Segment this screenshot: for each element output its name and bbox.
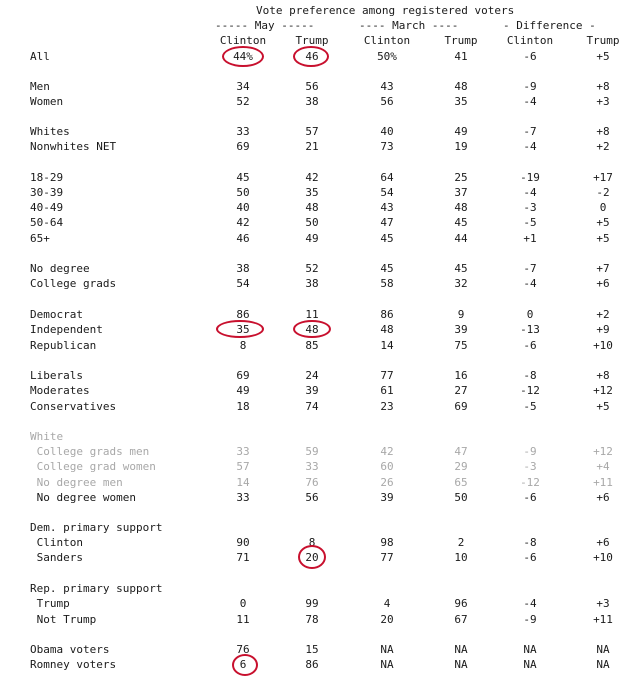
table-cell: 46 [305, 50, 319, 63]
table-cell: 38 [305, 277, 319, 290]
table-cell: 46 [236, 232, 250, 245]
table-cell: 54 [236, 277, 250, 290]
table-cell: 33 [236, 445, 250, 458]
table-cell: -2 [596, 186, 610, 199]
table-cell: 16 [454, 369, 468, 382]
table-cell: -5 [523, 400, 537, 413]
table-cell: -4 [523, 597, 537, 610]
table-cell: -8 [523, 536, 537, 549]
table-cell: 64 [380, 171, 394, 184]
table-cell: 40 [236, 201, 250, 214]
table-cell: +3 [596, 597, 610, 610]
table-cell: 44% [233, 50, 253, 63]
table-cell: +10 [593, 551, 613, 564]
table-cell: 23 [380, 400, 394, 413]
table-cell: 26 [380, 476, 394, 489]
table-cell: 0 [526, 308, 534, 321]
table-cell: 40 [380, 125, 394, 138]
table-cell: 8 [239, 339, 247, 352]
row-label: Conservatives [30, 400, 117, 413]
table-cell: 39 [380, 491, 394, 504]
table-cell: 38 [236, 262, 250, 275]
row-label: Liberals [30, 369, 83, 382]
table-cell: 19 [454, 140, 468, 153]
table-cell: -6 [523, 551, 537, 564]
table-cell: 35 [305, 186, 319, 199]
table-cell: +9 [596, 323, 610, 336]
table-cell: 4 [383, 597, 391, 610]
table-cell: -4 [523, 186, 537, 199]
table-cell: 48 [380, 323, 394, 336]
table-cell: 77 [380, 369, 394, 382]
table-cell: 11 [236, 613, 250, 626]
table-cell: +12 [593, 384, 613, 397]
table-cell: 27 [454, 384, 468, 397]
table-cell: 56 [305, 491, 319, 504]
table-cell: 50 [236, 186, 250, 199]
table-cell: 10 [454, 551, 468, 564]
col-header-may-trump: Trump [295, 34, 329, 47]
table-cell: 90 [236, 536, 250, 549]
table-cell: 85 [305, 339, 319, 352]
table-cell: NA [454, 643, 468, 656]
table-cell: NA [454, 658, 468, 671]
table-cell: 34 [236, 80, 250, 93]
row-label: Rep. primary support [30, 582, 163, 595]
table-cell: -6 [523, 339, 537, 352]
table-cell: 35 [454, 95, 468, 108]
table-cell: 0 [599, 201, 607, 214]
table-cell: 0 [239, 597, 247, 610]
table-cell: 39 [454, 323, 468, 336]
table-cell: 14 [236, 476, 250, 489]
table-cell: 42 [236, 216, 250, 229]
table-cell: 35 [236, 323, 250, 336]
row-label: 18-29 [30, 171, 64, 184]
table-cell: 20 [305, 551, 319, 564]
table-cell: 59 [305, 445, 319, 458]
table-cell: 20 [380, 613, 394, 626]
table-cell: NA [380, 643, 394, 656]
table-cell: 48 [305, 323, 319, 336]
table-cell: 86 [305, 658, 319, 671]
table-cell: 44 [454, 232, 468, 245]
table-cell: -7 [523, 262, 537, 275]
table-cell: 57 [305, 125, 319, 138]
circle-annotation [293, 320, 331, 338]
group-header-march: ---- March ---- [359, 19, 459, 32]
table-cell: +2 [596, 140, 610, 153]
table-cell: 21 [305, 140, 319, 153]
table-cell: 98 [380, 536, 394, 549]
table-cell: 43 [380, 201, 394, 214]
table-cell: 99 [305, 597, 319, 610]
table-cell: 8 [308, 536, 316, 549]
table-cell: -9 [523, 613, 537, 626]
row-label: Moderates [30, 384, 90, 397]
table-cell: +6 [596, 277, 610, 290]
row-label: Sanders [30, 551, 83, 564]
col-header-diff-clinton: Clinton [506, 34, 554, 47]
table-cell: 69 [454, 400, 468, 413]
table-cell: 50% [377, 50, 397, 63]
table-cell: 48 [454, 201, 468, 214]
table-cell: 56 [380, 95, 394, 108]
table-cell: +12 [593, 445, 613, 458]
group-header-may: ----- May ----- [215, 19, 315, 32]
table-cell: -13 [520, 323, 540, 336]
table-cell: 39 [305, 384, 319, 397]
table-cell: 37 [454, 186, 468, 199]
circle-annotation [293, 46, 329, 67]
row-label: Republican [30, 339, 97, 352]
table-cell: 61 [380, 384, 394, 397]
table-cell: 25 [454, 171, 468, 184]
table-cell: -9 [523, 445, 537, 458]
table-cell: -7 [523, 125, 537, 138]
table-cell: 86 [236, 308, 250, 321]
table-cell: -5 [523, 216, 537, 229]
table-cell: +5 [596, 50, 610, 63]
circle-annotation [298, 545, 326, 569]
table-cell: 56 [305, 80, 319, 93]
table-cell: 42 [305, 171, 319, 184]
table-cell: 57 [236, 460, 250, 473]
table-cell: 48 [454, 80, 468, 93]
table-cell: +7 [596, 262, 610, 275]
table-cell: +10 [593, 339, 613, 352]
row-label: Not Trump [30, 613, 97, 626]
table-cell: 6 [239, 658, 247, 671]
table-cell: 67 [454, 613, 468, 626]
row-label: Obama voters [30, 643, 110, 656]
table-cell: 15 [305, 643, 319, 656]
table-cell: +8 [596, 125, 610, 138]
table-cell: 49 [236, 384, 250, 397]
table-cell: 58 [380, 277, 394, 290]
table-cell: +6 [596, 491, 610, 504]
table-cell: +6 [596, 536, 610, 549]
row-label: Independent [30, 323, 103, 336]
table-cell: +2 [596, 308, 610, 321]
col-header-march-trump: Trump [444, 34, 478, 47]
table-cell: +5 [596, 232, 610, 245]
table-cell: 50 [454, 491, 468, 504]
table-cell: 49 [454, 125, 468, 138]
row-label: Whites [30, 125, 70, 138]
table-cell: 75 [454, 339, 468, 352]
row-label: 65+ [30, 232, 50, 245]
table-cell: NA [523, 658, 537, 671]
table-cell: 76 [236, 643, 250, 656]
col-header-march-clinton: Clinton [363, 34, 411, 47]
table-cell: +4 [596, 460, 610, 473]
table-cell: 77 [380, 551, 394, 564]
table-cell: 60 [380, 460, 394, 473]
row-label: Romney voters [30, 658, 117, 671]
table-cell: -4 [523, 277, 537, 290]
row-label: Men [30, 80, 50, 93]
table-cell: 45 [454, 262, 468, 275]
table-cell: +8 [596, 80, 610, 93]
row-label: Women [30, 95, 64, 108]
table-cell: 33 [236, 125, 250, 138]
table-cell: -4 [523, 95, 537, 108]
table-cell: +3 [596, 95, 610, 108]
row-label: 40-49 [30, 201, 64, 214]
table-cell: -6 [523, 50, 537, 63]
table-cell: 45 [380, 262, 394, 275]
table-cell: +5 [596, 216, 610, 229]
table-cell: 11 [305, 308, 319, 321]
table-cell: -12 [520, 476, 540, 489]
table-cell: 50 [305, 216, 319, 229]
row-label: College grads [30, 277, 117, 290]
table-cell: NA [523, 643, 537, 656]
row-label: Democrat [30, 308, 83, 321]
table-cell: 48 [305, 201, 319, 214]
table-cell: 65 [454, 476, 468, 489]
table-cell: 2 [457, 536, 465, 549]
circle-annotation [222, 46, 264, 67]
table-cell: 45 [236, 171, 250, 184]
table-cell: +17 [593, 171, 613, 184]
table-cell: 38 [305, 95, 319, 108]
table-cell: 45 [454, 216, 468, 229]
table-cell: 54 [380, 186, 394, 199]
table-cell: NA [596, 658, 610, 671]
table-cell: -3 [523, 201, 537, 214]
table-cell: 74 [305, 400, 319, 413]
row-label: Trump [30, 597, 70, 610]
table-cell: 42 [380, 445, 394, 458]
table-cell: +11 [593, 476, 613, 489]
table-cell: 49 [305, 232, 319, 245]
group-header-difference: - Difference - [503, 19, 596, 32]
table-cell: 18 [236, 400, 250, 413]
table-cell: 73 [380, 140, 394, 153]
table-cell: -3 [523, 460, 537, 473]
table-cell: 78 [305, 613, 319, 626]
table-title: Vote preference among registered voters [256, 4, 515, 17]
table-cell: 47 [454, 445, 468, 458]
table-cell: NA [380, 658, 394, 671]
table-cell: 47 [380, 216, 394, 229]
row-label: Nonwhites NET [30, 140, 117, 153]
table-cell: NA [596, 643, 610, 656]
table-cell: -9 [523, 80, 537, 93]
table-cell: 9 [457, 308, 465, 321]
row-label: No degree women [30, 491, 136, 504]
row-label: No degree men [30, 476, 123, 489]
table-cell: 45 [380, 232, 394, 245]
table-cell: 32 [454, 277, 468, 290]
table-cell: 33 [305, 460, 319, 473]
table-cell: +5 [596, 400, 610, 413]
table-cell: -6 [523, 491, 537, 504]
table-cell: +11 [593, 613, 613, 626]
table-cell: 96 [454, 597, 468, 610]
table-cell: 52 [236, 95, 250, 108]
table-cell: 69 [236, 369, 250, 382]
row-label: College grads men [30, 445, 150, 458]
table-cell: -8 [523, 369, 537, 382]
table-cell: 24 [305, 369, 319, 382]
table-cell: 69 [236, 140, 250, 153]
table-cell: 86 [380, 308, 394, 321]
circle-annotation [216, 320, 264, 338]
col-header-diff-trump: Trump [586, 34, 620, 47]
row-label: Clinton [30, 536, 83, 549]
table-cell: -12 [520, 384, 540, 397]
row-label: No degree [30, 262, 90, 275]
row-label: 30-39 [30, 186, 64, 199]
table-cell: 43 [380, 80, 394, 93]
table-cell: 76 [305, 476, 319, 489]
table-cell: -4 [523, 140, 537, 153]
row-label: College grad women [30, 460, 156, 473]
row-label: Dem. primary support [30, 521, 163, 534]
row-label: 50-64 [30, 216, 64, 229]
table-cell: +8 [596, 369, 610, 382]
table-cell: 41 [454, 50, 468, 63]
table-cell: 29 [454, 460, 468, 473]
col-header-may-clinton: Clinton [219, 34, 267, 47]
table-cell: 71 [236, 551, 250, 564]
table-cell: +1 [523, 232, 537, 245]
table-cell: -19 [520, 171, 540, 184]
table-cell: 14 [380, 339, 394, 352]
row-label: All [30, 50, 50, 63]
table-cell: 33 [236, 491, 250, 504]
circle-annotation [232, 654, 258, 676]
row-label: White [30, 430, 64, 443]
table-cell: 52 [305, 262, 319, 275]
